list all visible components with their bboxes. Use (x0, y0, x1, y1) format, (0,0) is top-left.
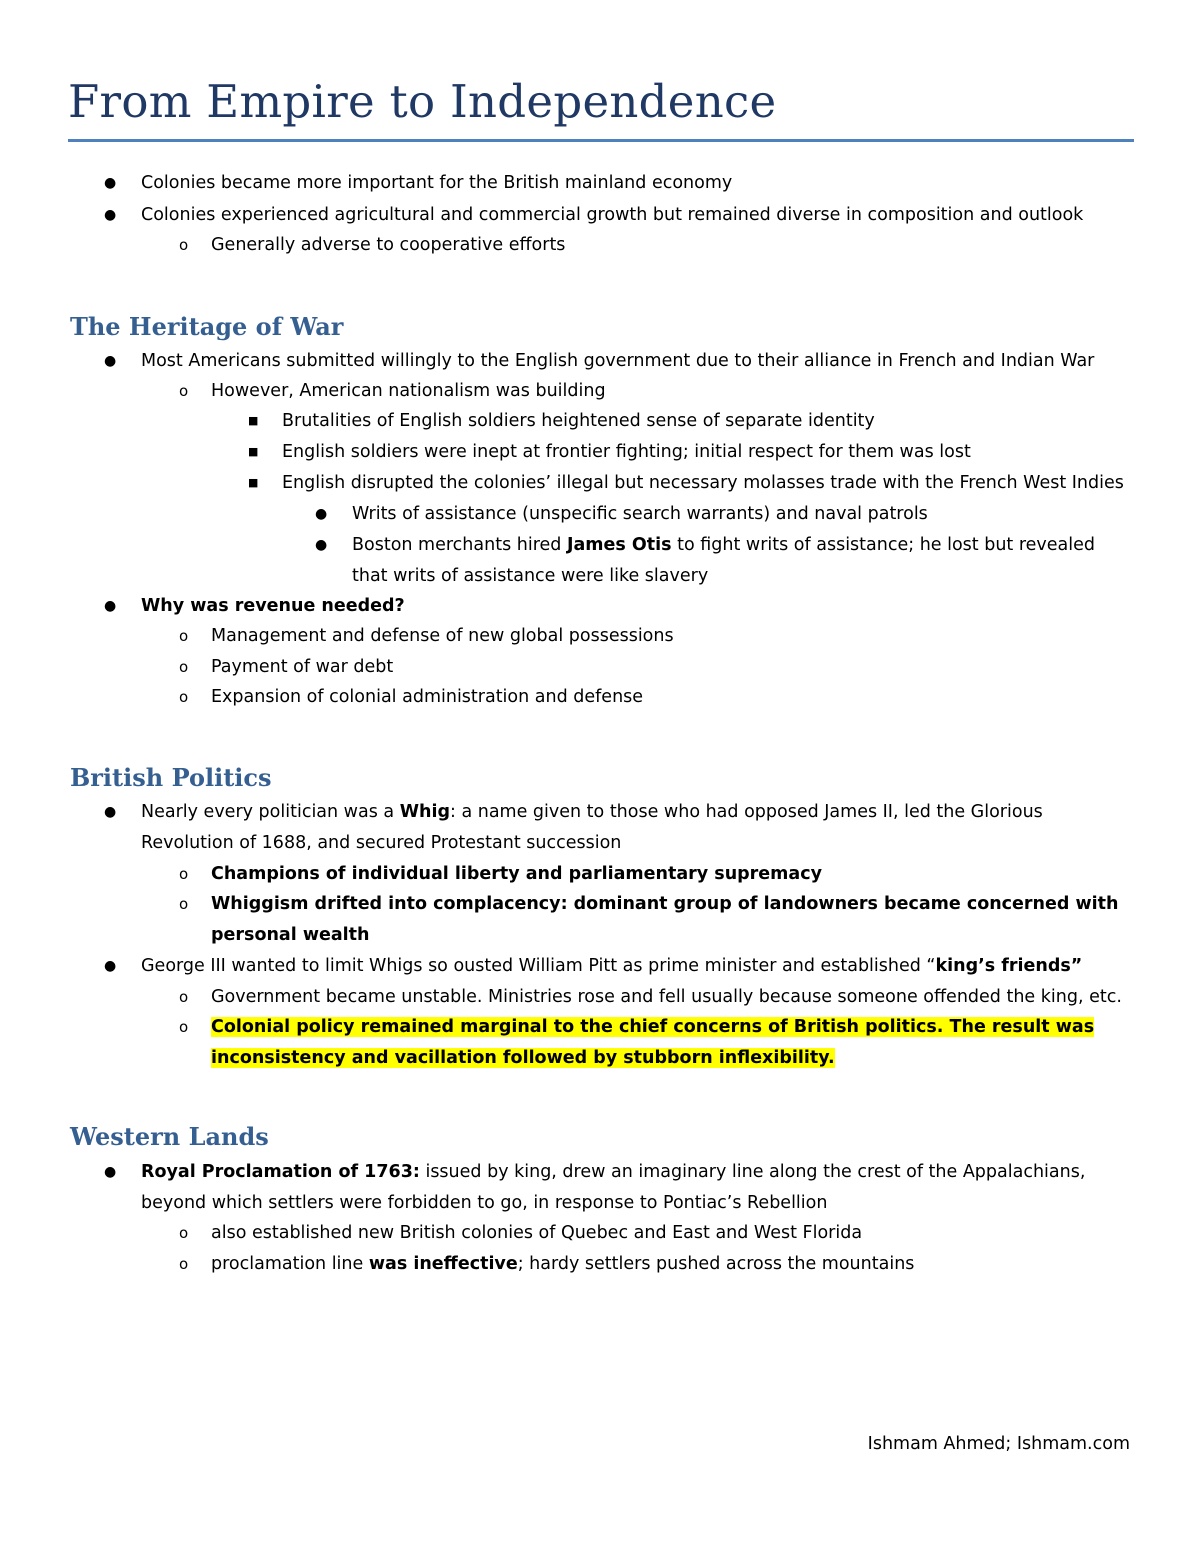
bullet-icon: o (179, 1018, 189, 1036)
section-heading-heritage: The Heritage of War (70, 312, 344, 341)
bold-term: king’s friends (935, 956, 1071, 976)
list-item-text: Whiggism drifted into complacency: dominant group of landowners became concerned with personal wealth (211, 894, 1119, 945)
list-item-text: Payment of war debt (211, 657, 394, 677)
list-item-text: Royal Proclamation of 1763: issued by king, drew an imaginary line along the crest of the Appalachians, beyond which settlers were forbidden to go, in response to Pontiac’s Rebellion (141, 1162, 1086, 1213)
bullet-icon: ● (104, 207, 117, 223)
bullet-icon: ● (104, 1164, 117, 1180)
title-underline (68, 139, 1134, 142)
list-item (179, 621, 1131, 652)
list-item (104, 951, 1131, 982)
bold-term: was ineffective (368, 1254, 518, 1274)
list-item-text: Champions of individual liberty and parliamentary supremacy (211, 864, 823, 884)
list-item (179, 1012, 1131, 1073)
list-item (179, 376, 1131, 407)
list-item-text: Nearly every politician was a Whig: a name given to those who had opposed James II, led the Glorious Revolution of 1688, and secured Protestant succession (141, 802, 1043, 853)
bullet-icon: o (179, 236, 189, 254)
list-item-text: George III wanted to limit Whigs so ousted William Pitt as prime minister and established “king’s friends” (141, 956, 1083, 976)
bullet-icon: o (179, 688, 189, 706)
section-heading-politics: British Politics (70, 763, 272, 792)
list-item (248, 406, 1132, 437)
bold-term: Whig (399, 802, 450, 822)
list-item (315, 499, 1132, 530)
list-item (104, 797, 1131, 858)
list-item-text: Government became unstable. Ministries rose and fell usually because someone offended the king, etc. (211, 987, 1122, 1007)
bullet-icon: o (179, 865, 189, 883)
list-item-text: Expansion of colonial administration and defense (211, 687, 644, 707)
bold-name: James Otis (566, 535, 672, 555)
list-item-text: Colonies experienced agricultural and commercial growth but remained diverse in composition and outlook (141, 205, 1084, 225)
list-item-text: Writs of assistance (unspecific search warrants) and naval patrols (352, 504, 928, 524)
bullet-icon: o (179, 895, 189, 913)
section-heading-western: Western Lands (70, 1122, 269, 1151)
list-item-text: English soldiers were inept at frontier fighting; initial respect for them was lost (282, 442, 971, 462)
bullet-icon: ■ (248, 414, 259, 427)
list-item (104, 200, 1131, 231)
list-item-text: Boston merchants hired James Otis to fight writs of assistance; he lost but revealed that writs of assistance were like slavery (352, 535, 1096, 586)
list-item (104, 168, 1131, 199)
bullet-icon: ● (104, 353, 117, 369)
list-item-text: Colonies became more important for the British mainland economy (141, 173, 733, 193)
bullet-icon: o (179, 627, 189, 645)
list-item-text: Brutalities of English soldiers heightened sense of separate identity (282, 411, 875, 431)
bullet-icon: o (179, 1255, 189, 1273)
bullet-icon: ■ (248, 476, 259, 489)
highlighted-text: Colonial policy remained marginal to the chief concerns of British politics. The result was inconsistency and vacillation followed by stubborn inflexibility. (211, 1017, 1095, 1068)
list-item (315, 530, 1132, 591)
bullet-icon: ■ (248, 445, 259, 458)
list-item-text: However, American nationalism was building (211, 381, 606, 401)
list-item (179, 859, 1131, 890)
bold-term: Royal Proclamation of 1763: (141, 1162, 420, 1182)
bullet-icon: ● (315, 506, 328, 522)
list-item-text: Generally adverse to cooperative efforts (211, 235, 566, 255)
list-item (104, 591, 1131, 622)
list-item (179, 1218, 1131, 1249)
list-item (179, 1249, 1131, 1280)
footer-author: Ishmam Ahmed; Ishmam.com (867, 1434, 1130, 1454)
list-item (104, 1157, 1131, 1218)
list-item-text: also established new British colonies of Quebec and East and West Florida (211, 1223, 863, 1243)
list-item (179, 682, 1131, 713)
document-title: From Empire to Independence (68, 75, 777, 128)
list-item (179, 652, 1131, 683)
bullet-icon: ● (104, 804, 117, 820)
list-item-text: English disrupted the colonies’ illegal but necessary molasses trade with the French West Indies (282, 473, 1124, 493)
bullet-icon: ● (104, 175, 117, 191)
bullet-icon: o (179, 382, 189, 400)
list-item-text: proclamation line was ineffective; hardy settlers pushed across the mountains (211, 1254, 915, 1274)
bullet-icon: o (179, 658, 189, 676)
bullet-icon: ● (315, 537, 328, 553)
list-item (248, 468, 1132, 499)
list-item-text: Most Americans submitted willingly to the English government due to their alliance in French and Indian War (141, 351, 1095, 371)
bullet-icon: ● (104, 958, 117, 974)
list-item (179, 889, 1131, 950)
bullet-icon: ● (104, 598, 117, 614)
list-item (104, 346, 1131, 377)
list-item (179, 230, 1131, 261)
list-item-text: Management and defense of new global possessions (211, 626, 674, 646)
list-item (248, 437, 1132, 468)
list-item (179, 982, 1131, 1013)
bullet-icon: o (179, 1224, 189, 1242)
list-item-text: Why was revenue needed? (141, 596, 405, 616)
bullet-icon: o (179, 988, 189, 1006)
